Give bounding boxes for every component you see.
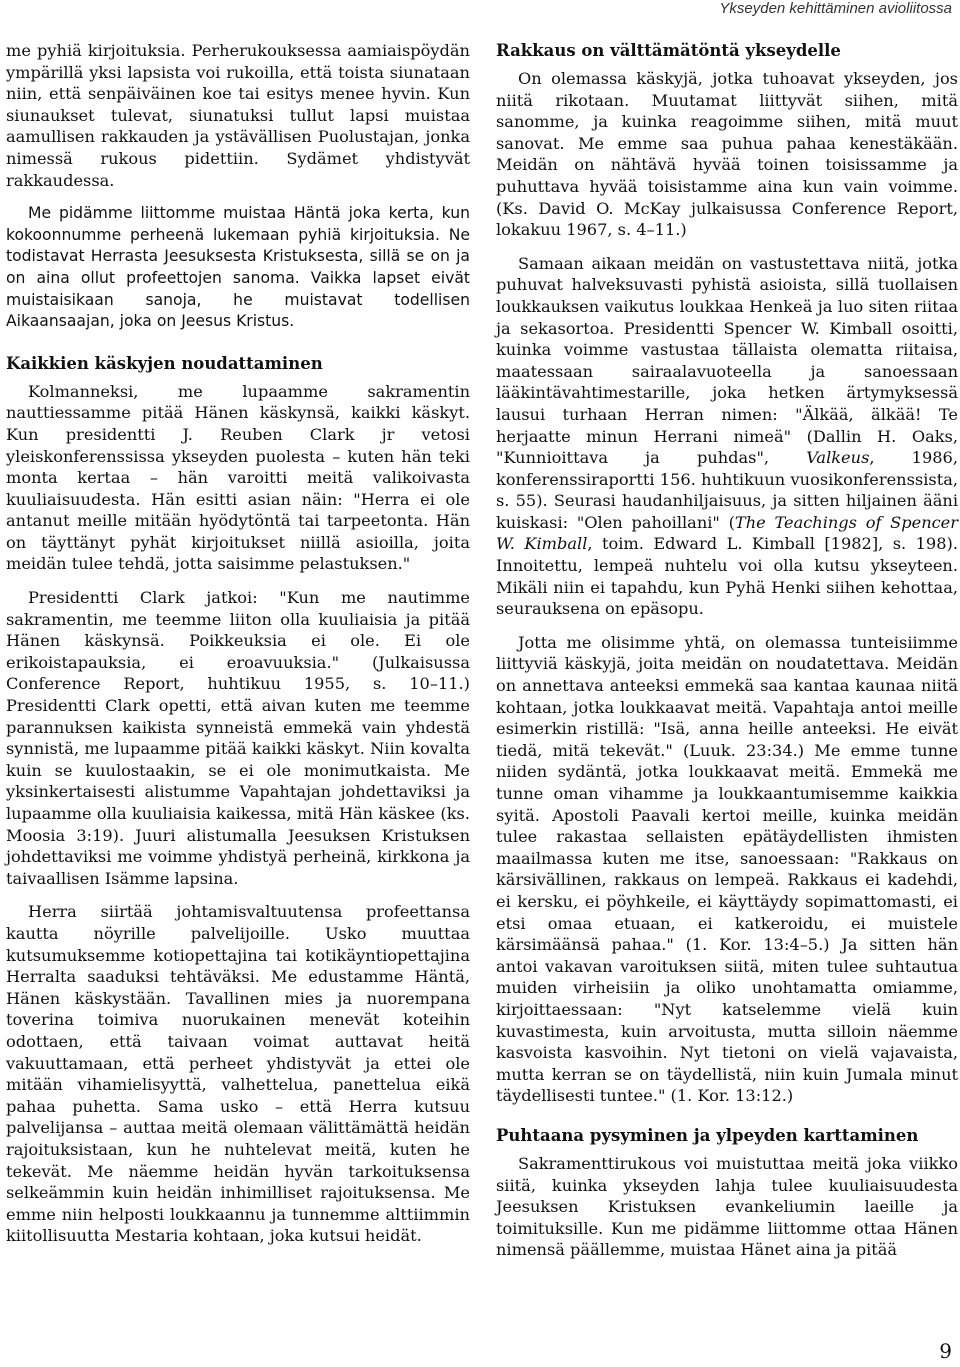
citation-title: The Teachings of Spencer W. Kimball [496,512,958,554]
section-heading: Puhtaana pysyminen ja ylpeyden karttaminen [496,1125,919,1145]
text-run: , 1986, konferenssiraportti 156. huhtikuun vuosikonferenssista, s. 55). Seurasi haudanhiljaisuus, ja sitten hiljainen ääni kuiskasi: "Olen pahoillani" ( [496,448,958,532]
section-heading: Rakkaus on välttämätöntä ykseydelle [496,41,841,60]
paragraph: Me pidämme liittomme muistaa Häntä joka kerta, kun kokoonnumme perheenä lukemaan pyhiä kirjoituksia. Ne todistavat Herrasta Jeesuksesta Kristuksesta, sillä se on ja on aina ollut profeettojen sanoma. Vaikka lapset eivät muistaisikaan sanoja, he muistavat todellisen Aikaansaajan, joka on Jeesus Kristus. [6,204,470,331]
paragraph: Sakramenttirukous voi muistuttaa meitä joka viikko siitä, kuinka ykseyden lahja tulee kuuliaisuudesta Jeesuksen Kristuksen evankeliumin laeille ja toimituksille. Kun me pidämme liittomme ottaa Hänen nimensä päällemme, muistaa Hänet aina ja pitää [496,1153,958,1260]
page-number: 9 [939,1339,952,1363]
section-heading: Kaikkien käskyjen noudattaminen [6,353,323,373]
citation-title: Valkeus [806,448,870,468]
paragraph: On olemassa käskyjä, jotka tuhoavat ykseyden, jos niitä rikotaan. Muutamat liittyvät siihen, mitä sanomme, ja kuinka reagoimme siihen, mitä muut sanovat. Me emme saa puhua pahaa kenestäkään. Meidän on nähtävä hyvää toinen toisissamme ja puhuttava hyvää toisistamme aina kun vain voimme. (Ks. David O. McKay julkaisussa Conference Report, lokakuu 1967, s. 4–11.) [496,69,958,240]
paragraph [496,253,958,620]
text-run: , toim. Edward L. Kimball [1982], s. 198). Innoitettu, lempeä nuhtelu voi olla kutsu ykseyteen. Mikäli niin ei tapahdu, kun Pyhä Henki siihen kehottaa, seurauksena on epäsopu. [496,534,958,619]
right-column [496,40,958,1273]
text-run: Samaan aikaan meidän on vastustettava niitä, jotka puhuvat halveksuvasti pyhistä asioista, sillä tuollaisen loukkauksen vaikutus loukkaa Henkeä ja luo siten riitaa ja sekasortoa. Presidentti Spencer W. Kimball osoitti, kuinka voimme vastustaa tällaista olematta riitaisa, maatessaan sairaalavuoteella ja sanoessaan lääkintävahtimestarille, joka hetken ärtymyksessä lausui turhaan Herran nimen: "Älkää, älkää! Te herjaatte minun Herrani nimeä" (Dallin H. Oaks, "Kunnioittava ja puhdas", [496,253,958,468]
paragraph: Presidentti Clark jatkoi: "Kun me nautimme sakramentin, me teemme liiton olla kuuliaisia ja pitää Hänen käskynsä. Poikkeuksia ei ole. Ei ole erikoistapauksia, ei eroavuuksia." (Julkaisussa Conference Report, huhtikuu 1955, s. 10–11.) Presidentti Clark opetti, että aivan kuten me teemme parannuksen kaikista synneistä emmekä vain yhdestä synnistä, me lupaamme pitää kaikki käskyt. Niin kovalta kuin se kuulostaakin, se ei ole monimutkaista. Me yksinkertaisesti alistumme Vapahtajan johdettaviksi ja lupaamme olla kuuliaisia kaikessa, mitä Hän käskee (ks. Moosia 3:19). Juuri alistumalla Jeesuksen Kristuksen johdettaviksi me voimme yhdistyä perheinä, kirkkona ja taivaallisen Isämme lapsina. [6,588,470,888]
paragraph: Kolmanneksi, me lupaamme sakramentin nauttiessamme pitää Hänen käskynsä, kaikki käskyt. Kun presidentti J. Reuben Clark jr vetosi yleiskonferenssissa ykseyden puolesta – kuten hän teki monta kertaa – hän varoitti meitä valikoivasta kuuliaisuudesta. Hän esitti asian näin: "Herra ei ole antanut meille mitään hyödytöntä tai tarpeetonta. Hän on täyttänyt pyhät kirjoitukset niillä asioilla, joita meidän tulee tehdä, jotta saisimme pelastuksen." [6,381,470,574]
paragraph: Jotta me olisimme yhtä, on olemassa tunteisiimme liittyviä käskyjä, joita meidän on noudatettava. Meidän on annettava anteeksi emmekä saa kantaa kaunaa niitä kohtaan, jotka loukkaavat meitä. Vapahtaja antoi meille esimerkin ristillä: "Isä, anna heille anteeksi. He eivät tiedä, mitä tekevät." (Luuk. 23:34.) Me emme tunne niiden sydäntä, jotka loukkaavat meitä. Emmekä me tunne oman vihamme ja loukkaantumisemme kaikkia syitä. Apostoli Paavali kertoi meille, kuinka meidän tulee rakastaa sellaisten epätäydellisten ihmisten maailmassa kuten me itse, sanoessaan: "Rakkaus on kärsivällinen, rakkaus on lempeä. Rakkaus ei kadehdi, ei kersku, ei pöyhkeile, ei käyttäydy sopimattomasti, ei etsi omaa etuaan, ei katkeroidu, ei muistele kärsimäänsä pahaa." (1. Kor. 13:4–5.) Ja sitten hän antoi vakavan varoituksen siitä, miten tulee suhtautua muiden virheisiin ja oliko unohtamatta omiamme, kirjoittaessaan: "Nyt katselemme vielä kuin kuvastimesta, kuin arvoitusta, mutta silloin näemme kasvoista kasvoihin. Nyt tietoni on vielä vajavaista, mutta kerran se on täydellistä, niin kuin Jumala minut täydellisesti tuntee." (1. Kor. 13:12.) [496,632,958,1106]
paragraph: me pyhiä kirjoituksia. Perherukouksessa aamiaispöydän ympärillä yksi lapsista voi rukoilla, että toista siunataan niin, että senpäiväinen koe tai esitys menee hyvin. Kun siunaukset tulevat, siunatuksi tullut lapsi muistaa aamullisen rakkauden ja ystävällisen Puolustajan, jonka nimessä rukous pidettiin. Sydämet yhdistyvät rakkaudessa. [6,41,470,190]
left-column [6,40,470,1259]
running-head: Ykseyden kehittäminen avioliitossa [719,0,952,17]
paragraph: Herra siirtää johtamisvaltuutensa profeettansa kautta nöyrille palvelijoille. Usko muuttaa kutsumuksemme kotiopettajina tai kotikäyntiopettajina Herralta saaduksi tehtäväksi. Me edustamme Häntä, Hänen käskystään. Tavallinen mies ja nuorempana toverina toimiva nuorukainen menevät koteihin odottaen, että taivaan voimat auttavat heitä vakuuttamaan, että perheet yhdistyvät ja ettei ole mitään vihamielisyyttä, valhettelua, panettelua eikä pahaa puhetta. Sama usko – että Herra kutsuu palvelijansa – auttaa meitä olemaan välittämättä heidän rajoituksistaan, kun he nuhtelevat meitä, kuten he tekevät. Me näemme heidän hyvän tarkoituksensa selkeämmin kuin heidän inhimilliset rajoituksensa. Me emme niin helposti loukkaannu ja tunnemme alttiimmin kiitollisuutta Mestaria kohtaan, joka kutsui heidät. [6,902,470,1246]
